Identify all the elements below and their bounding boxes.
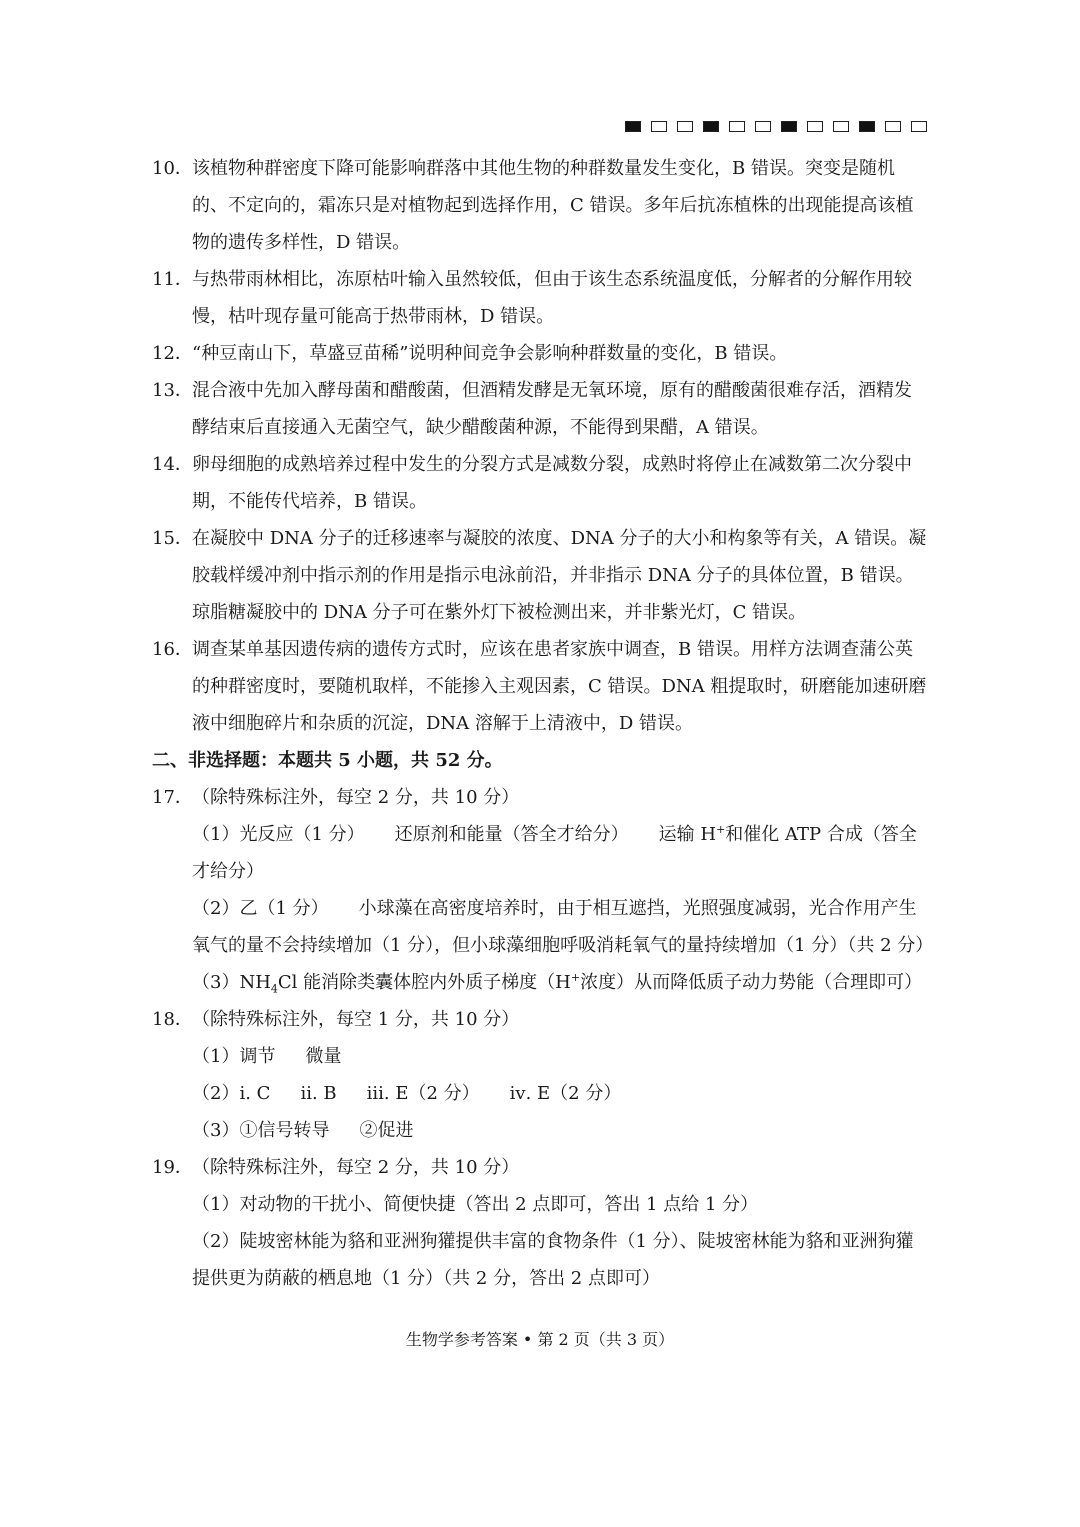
answer-text: 小球藻在高密度培养时，由于相互遮挡，光照强度减弱，光合作用产生氧气的量不会持续增加（1 分），但小球藻细胞呼吸消耗氧气的量持续增加（1 分）（共 2 分）	[192, 898, 934, 956]
answer-text: 微量	[305, 1046, 342, 1067]
item-number: 19．	[152, 1157, 193, 1178]
answer-text: （1）光反应（1 分）	[192, 824, 365, 845]
marker-square	[859, 121, 875, 132]
q18-part-2	[152, 1075, 928, 1112]
answer-item-11	[152, 261, 928, 335]
item-text: 与热带雨林相比，冻原枯叶输入虽然较低，但由于该生态系统温度低，分解者的分解作用较慢，枯叶现存量可能高于热带雨林，D 错误。	[192, 269, 912, 327]
q19-part-2: （2）陡坡密林能为貉和亚洲狗獾提供丰富的食物条件（1 分）、陡坡密林能为貉和亚洲狗獾提供更为荫蔽的栖息地（1 分）（共 2 分，答出 2 点即可）	[192, 1231, 914, 1289]
item-number: 13．	[152, 380, 193, 401]
answer-text: （3）①信号转导	[192, 1120, 330, 1141]
answer-text: ⅱ. B	[300, 1083, 337, 1104]
q17-part-2	[152, 890, 934, 964]
item-text: 卵母细胞的成熟培养过程中发生的分裂方式是减数分裂，成熟时将停止在减数第二次分裂中期，不能传代培养，B 错误。	[192, 454, 912, 512]
answer-item-13	[152, 372, 928, 446]
answer-content	[152, 150, 934, 1297]
answer-item-12	[152, 335, 928, 372]
superscript: +	[570, 971, 581, 984]
answer-text: （2）ⅰ. C	[192, 1083, 271, 1104]
answer-text: （2）乙（1 分）	[192, 898, 329, 919]
marker-square	[677, 121, 693, 132]
item-number: 18．	[152, 1009, 193, 1030]
q17-part-1	[152, 816, 928, 890]
answer-item-18	[152, 1001, 928, 1038]
q18-part-1	[152, 1038, 928, 1075]
answer-text: ⅳ. E（2 分）	[509, 1083, 622, 1104]
item-text: “种豆南山下，草盛豆苗稀”说明种间竞争会影响种群数量的变化，B 错误。	[192, 343, 788, 364]
q18-part-3	[152, 1112, 928, 1149]
item-text: 调查某单基因遗传病的遗传方式时，应该在患者家族中调查，B 错误。用样方法调查蒲公英的种群密度时，要随机取样，不能掺入主观因素，C 错误。DNA 粗提取时，研磨能加速研磨液中细胞碎片和杂质的沉淀，DNA 溶解于上清液中，D 错误。	[192, 639, 927, 734]
section-heading: 二、非选择题：本题共 5 小题，共 52 分。	[152, 750, 503, 771]
answer-text: 还原剂和能量（答全才给分）	[394, 824, 629, 845]
answer-item-19	[152, 1149, 928, 1186]
item-number: 16．	[152, 639, 193, 660]
item-note: （除特殊标注外，每空 2 分，共 10 分）	[192, 1157, 520, 1178]
item-text: 混合液中先加入酵母菌和醋酸菌，但酒精发酵是无氧环境，原有的醋酸菌很难存活，酒精发酵结束后直接通入无菌空气，缺少醋酸菌种源，不能得到果醋，A 错误。	[192, 380, 912, 438]
answer-text: ②促进	[359, 1120, 414, 1141]
marker-square	[651, 121, 667, 132]
q19-part-1: （1）对动物的干扰小、简便快捷（答出 2 点即可，答出 1 点给 1 分）	[192, 1194, 759, 1215]
answer-item-15	[152, 520, 928, 631]
item-number: 12．	[152, 343, 193, 364]
answer-item-14	[152, 446, 928, 520]
marker-square	[755, 121, 771, 132]
page-footer: 生物学参考答案 • 第 2 页（共 3 页）	[405, 1330, 675, 1349]
item-text: 该植物种群密度下降可能影响群落中其他生物的种群数量发生变化，B 错误。突变是随机的、不定向的，霜冻只是对植物起到选择作用，C 错误。多年后抗冻植株的出现能提高该植物的遗传多样性，D 错误。	[192, 158, 914, 253]
item-number: 14．	[152, 454, 193, 475]
item-number: 17．	[152, 787, 193, 808]
answer-text: （3）NH	[192, 972, 271, 993]
answer-text: 浓度）从而降低质子动力势能（合理即可）	[580, 972, 923, 993]
answer-text: （1）调节	[192, 1046, 276, 1067]
marker-square	[625, 121, 641, 132]
q17-part-3	[152, 964, 928, 1001]
item-number: 15．	[152, 528, 193, 549]
item-number: 11．	[152, 269, 193, 290]
item-number: 10．	[152, 158, 193, 179]
marker-square	[885, 121, 901, 132]
item-note: （除特殊标注外，每空 1 分，共 10 分）	[192, 1009, 520, 1030]
marker-square	[729, 121, 745, 132]
marker-square	[833, 121, 849, 132]
answer-item-17	[152, 779, 928, 816]
marker-square	[703, 121, 719, 132]
answer-text: 运输 H	[658, 824, 717, 845]
marker-square	[807, 121, 823, 132]
marker-square	[781, 121, 797, 132]
subscript: 4	[270, 982, 278, 996]
answer-item-10	[152, 150, 928, 261]
header-markers	[625, 121, 927, 132]
answer-item-16	[152, 631, 928, 742]
answer-text: Cl 能消除类囊体腔内外质子梯度（H	[277, 972, 571, 993]
answer-text: 和催化 ATP 合成（答全才给分）	[192, 824, 917, 882]
answer-text: ⅲ. E（2 分）	[366, 1083, 480, 1104]
item-text: 在凝胶中 DNA 分子的迁移速率与凝胶的浓度、DNA 分子的大小和构象等有关，A 错误。凝胶载样缓冲剂中指示剂的作用是指示电泳前沿，并非指示 DNA 分子的具体位置，B 错误。琼脂糖凝胶中的 DNA 分子可在紫外灯下被检测出来，并非紫光灯，C 错误。	[192, 528, 927, 623]
item-note: （除特殊标注外，每空 2 分，共 10 分）	[192, 787, 520, 808]
superscript: +	[716, 823, 726, 836]
marker-square	[911, 121, 927, 132]
